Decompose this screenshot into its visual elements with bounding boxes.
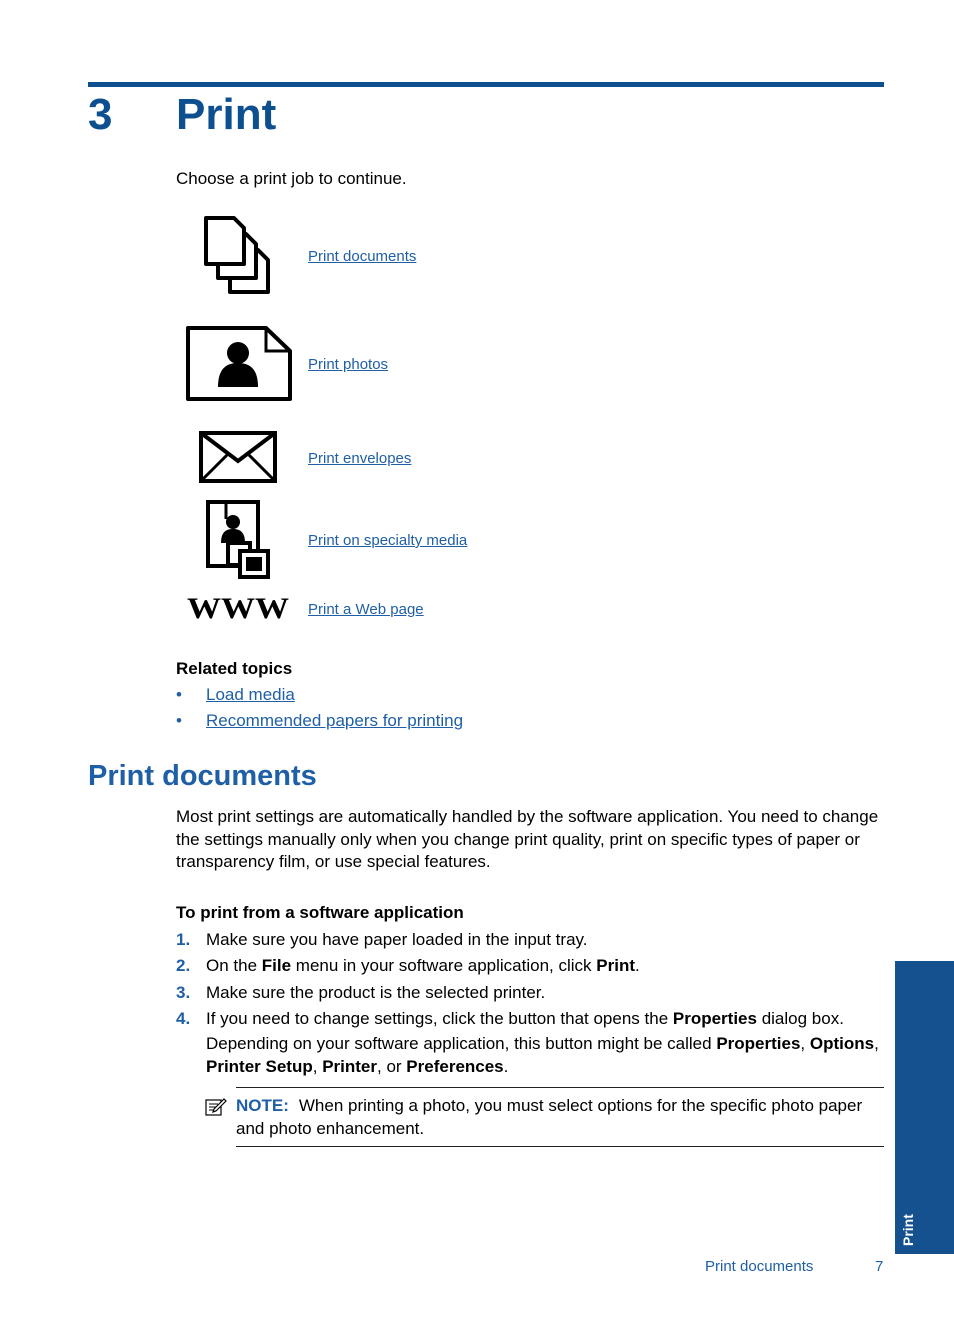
related-topics-heading: Related topics bbox=[176, 659, 293, 678]
specialty-media-icon bbox=[204, 499, 272, 581]
print-web-page-link[interactable]: Print a Web page bbox=[308, 601, 424, 618]
print-documents-link[interactable]: Print documents bbox=[308, 248, 417, 265]
step-text: On the File menu in your software application, click Print. bbox=[206, 956, 640, 975]
footer-section-name: Print documents bbox=[705, 1258, 814, 1275]
print-photos-link[interactable]: Print photos bbox=[308, 356, 389, 373]
procedure-heading: To print from a software application bbox=[176, 903, 464, 922]
note-label: NOTE: bbox=[236, 1096, 289, 1115]
bullet: • bbox=[176, 711, 182, 730]
bullet: • bbox=[176, 685, 182, 704]
web-page-icon-text: WWW bbox=[187, 592, 289, 622]
step-text: Make sure you have paper loaded in the input tray. bbox=[206, 930, 588, 949]
print-envelopes-link[interactable]: Print envelopes bbox=[308, 450, 412, 467]
side-tab bbox=[895, 961, 954, 1254]
load-media-link[interactable]: Load media bbox=[206, 685, 295, 704]
chapter-rule bbox=[88, 82, 884, 87]
photo-icon bbox=[186, 325, 292, 401]
step-number: 3. bbox=[176, 983, 191, 1002]
note bbox=[236, 1095, 884, 1140]
documents-icon bbox=[202, 216, 274, 296]
step-number: 2. bbox=[176, 956, 191, 975]
note-icon bbox=[205, 1097, 227, 1117]
section-paragraph: Most print settings are automatically handled by the software application. You need to change the settings manually only when you change print quality, print on specific types of paper or transparency film, or use special features. bbox=[176, 807, 879, 871]
step-text: If you need to change settings, click the button that opens the Properties dialog box. bbox=[206, 1009, 844, 1028]
note-top-rule bbox=[236, 1087, 884, 1088]
note-text: When printing a photo, you must select options for the specific photo paper and photo enhancement. bbox=[236, 1096, 863, 1138]
step-number: 1. bbox=[176, 930, 191, 949]
footer-page-number: 7 bbox=[875, 1258, 884, 1275]
note-bottom-rule bbox=[236, 1146, 884, 1147]
envelope-icon bbox=[199, 431, 277, 483]
web-page-icon bbox=[186, 592, 290, 622]
step-number: 4. bbox=[176, 1009, 191, 1028]
recommended-papers-link[interactable]: Recommended papers for printing bbox=[206, 711, 464, 730]
step-text: Make sure the product is the selected printer. bbox=[206, 983, 546, 1002]
chapter-number: 3 bbox=[88, 90, 113, 139]
intro-text: Choose a print job to continue. bbox=[176, 169, 407, 188]
step-text: Depending on your software application, this button might be called Properties, Options, Printer Setup, Printer, or Preferences. bbox=[206, 1034, 879, 1076]
print-specialty-media-link[interactable]: Print on specialty media bbox=[308, 532, 468, 549]
chapter-title: Print bbox=[176, 90, 277, 139]
section-title: Print documents bbox=[88, 760, 317, 792]
